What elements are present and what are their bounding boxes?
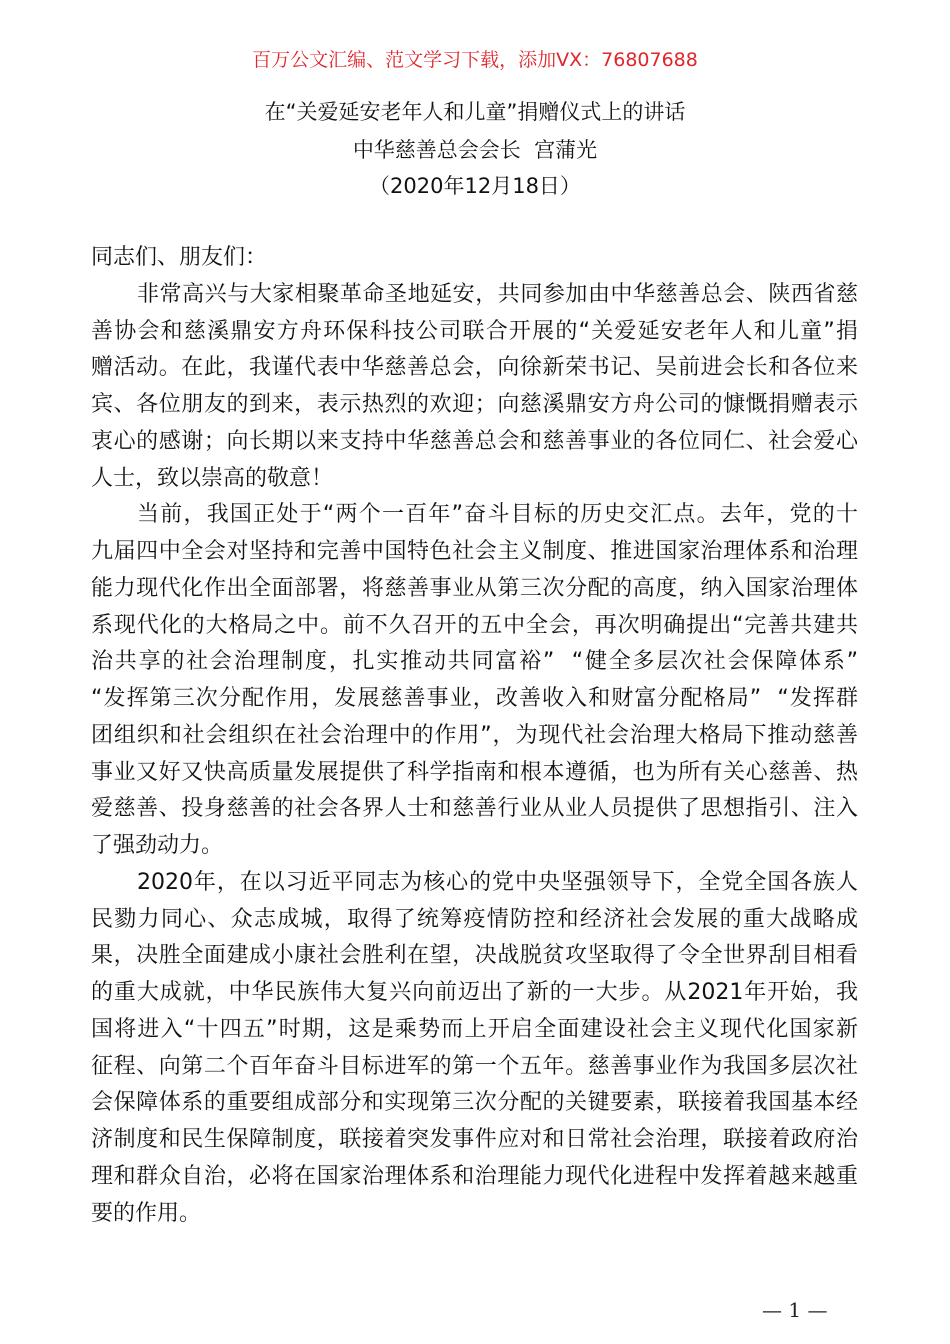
paragraph-line: 赠活动。在此，我谨代表中华慈善总会，向徐新荣书记、吴前进会长和各位来 <box>91 355 858 381</box>
paragraph-line: 的重大成就，中华民族伟大复兴向前迈出了新的一大步。从2021年开始，我 <box>91 980 858 1005</box>
paragraph-line: 理和群众自治，必将在国家治理体系和治理能力现代化进程中发挥着越来越重 <box>91 1163 858 1189</box>
paragraph-line: 宾、各位朋友的到来，表示热烈的欢迎；向慈溪鼎安方舟公司的慷慨捐赠表示 <box>91 392 858 417</box>
paragraph-line: 济制度和民生保障制度，联接着突发事件应对和日常社会治理，联接着政府治 <box>91 1127 858 1152</box>
paragraph-line: 会保障体系的重要组成部分和实现第三次分配的关键要素，联接着我国基本经 <box>91 1090 858 1116</box>
paragraph-line: 系现代化的大格局之中。前不久召开的五中全会，再次明确提出“完善共建共 <box>91 612 858 638</box>
speech-title: 在“关爱延安老年人和儿童”捐赠仪式上的讲话 <box>264 100 686 124</box>
paragraph-line: 征程、向第二个百年奋斗目标进军的第一个五年。慈善事业作为我国多层次社 <box>91 1053 858 1079</box>
paragraph-line: 果，决胜全面建成小康社会胜利在望，决战脱贫攻坚取得了令全世界刮目相看 <box>91 943 858 969</box>
speaker-line: 中华慈善总会会长 宫蒲光 <box>352 138 598 162</box>
paragraph-line: 要的作用。 <box>91 1200 202 1226</box>
paragraph-line: 人士，致以崇高的敬意！ <box>91 465 334 491</box>
paragraph-line: 事业又好又快高质量发展提供了科学指南和根本遵循，也为所有关心慈善、热 <box>91 759 858 785</box>
paragraph-line: 民勠力同心、众志成城，取得了统筹疫情防控和经济社会发展的重大战略成 <box>91 906 858 932</box>
paragraph-line: 九届四中全会对坚持和完善中国特色社会主义制度、推进国家治理体系和治理 <box>91 539 858 564</box>
paragraph-line: 能力现代化作出全面部署，将慈善事业从第三次分配的高度，纳入国家治理体 <box>91 575 858 601</box>
salutation: 同志们、朋友们： <box>91 245 268 270</box>
speech-date: （2020年12月18日） <box>369 174 581 198</box>
paragraph-line: 当前，我国正处于“两个一百年”奋斗目标的历史交汇点。去年，党的十 <box>137 502 858 528</box>
paragraph-line: 2020年，在以习近平同志为核心的党中央坚强领导下，全党全国各族人 <box>137 869 858 895</box>
watermark-banner: 百万公文汇编、范文学习下载，添加VX：76807688 <box>252 49 698 71</box>
paragraph-line: 爱慈善、投身慈善的社会各界人士和慈善行业从业人员提供了思想指引、注入 <box>91 796 858 822</box>
paragraph-line: 了强劲动力。 <box>91 833 224 858</box>
paragraph-line: 善协会和慈溪鼎安方舟环保科技公司联合开展的“关爱延安老年人和儿童”捐 <box>91 318 858 344</box>
paragraph-line: 团组织和社会组织在社会治理中的作用”，为现代社会治理大格局下推动慈善 <box>91 722 858 748</box>
page-number: — 1 — <box>762 1298 828 1322</box>
paragraph-line: 衷心的感谢；向长期以来支持中华慈善总会和慈善事业的各位同仁、社会爱心 <box>91 428 858 454</box>
paragraph-line: “发挥第三次分配作用，发展慈善事业，改善收入和财富分配格局” “发挥群 <box>91 686 858 711</box>
paragraph-line: 非常高兴与大家相聚革命圣地延安，共同参加由中华慈善总会、陕西省慈 <box>137 281 858 307</box>
paragraph-line: 国将进入“十四五”时期，这是乘势而上开启全面建设社会主义现代化国家新 <box>91 1016 858 1042</box>
paragraph-line: 治共享的社会治理制度，扎实推动共同富裕” “健全多层次社会保障体系” <box>91 649 858 675</box>
speech-body <box>91 240 858 1232</box>
